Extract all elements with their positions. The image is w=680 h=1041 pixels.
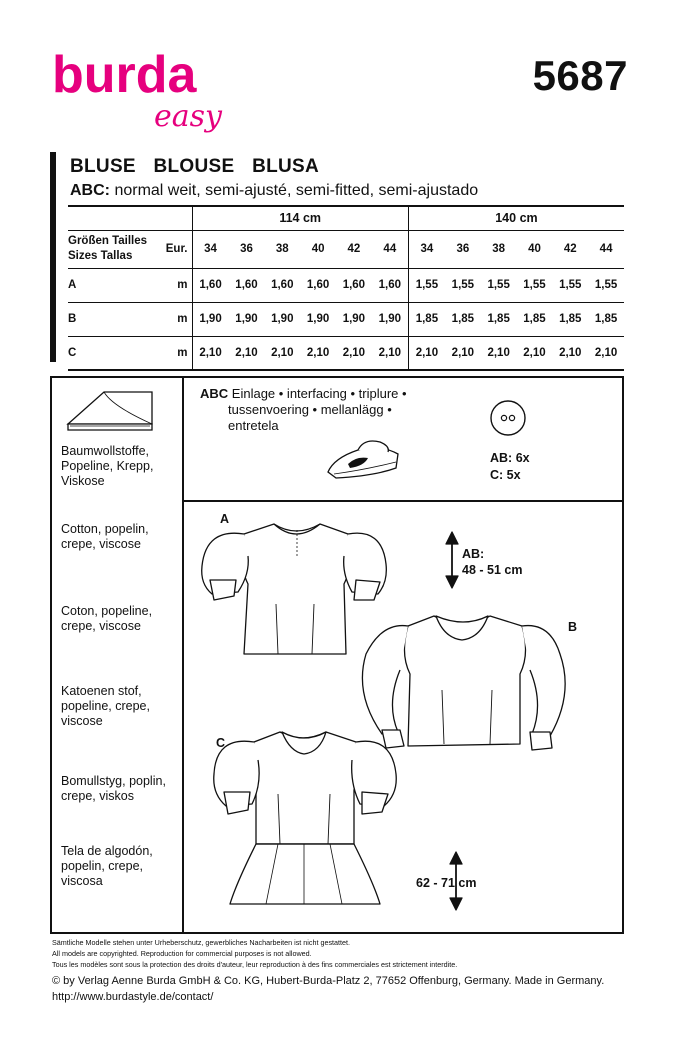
size-cell: 42: [336, 230, 372, 268]
size-cell: 44: [588, 230, 624, 268]
yardage-cell: 1,90: [229, 302, 265, 336]
button-qty-c: C: 5x: [490, 468, 521, 482]
size-cell: 34: [408, 230, 445, 268]
button-qty-ab: AB: 6x: [490, 451, 530, 465]
width-header-row: [68, 206, 624, 230]
yardage-row-c: [68, 336, 624, 370]
title-de: BLUSE: [70, 156, 136, 177]
copyright: © by Verlag Aenne Burda GmbH & Co. KG, Hubert-Burda-Platz 2, 77652 Offenburg, Germany. Made in Germany.: [52, 975, 605, 987]
yardage-cell: 2,10: [229, 336, 265, 370]
length-arrow-ab: [446, 532, 458, 588]
title-es: BLUSA: [252, 156, 320, 177]
length-ab-label: AB:: [462, 547, 485, 561]
iron-icon: [324, 436, 404, 480]
yardage-table: [68, 205, 624, 371]
interfacing-text: [200, 386, 440, 434]
row-view-label: C: [68, 336, 158, 370]
legal-fr: Tous les modèles sont sous la protection des droits d'auteur, leur reproduction à des fins commerciales est strictement interdite.: [52, 960, 458, 969]
yardage-cell: 1,90: [264, 302, 300, 336]
yardage-cell: 1,55: [408, 268, 445, 302]
view-a-drawing: [202, 524, 387, 654]
fabric-column: [52, 378, 184, 932]
yardage-cell: 1,55: [481, 268, 517, 302]
yardage-cell: 1,60: [300, 268, 336, 302]
burda-logo: [50, 46, 250, 146]
size-cell: 42: [552, 230, 588, 268]
fabric-en: Cotton, popelin, crepe, viscose: [61, 522, 149, 551]
sizes-row: [68, 230, 624, 268]
notions-panel: [184, 378, 622, 502]
yardage-cell: 2,10: [552, 336, 588, 370]
unit-label: m: [158, 268, 192, 302]
pattern-number: 5687: [532, 52, 628, 99]
yardage-cell: 1,60: [229, 268, 265, 302]
yardage-cell: 2,10: [264, 336, 300, 370]
yardage-cell: 2,10: [588, 336, 624, 370]
size-cell: 40: [300, 230, 336, 268]
pattern-info-box: [50, 376, 624, 934]
yardage-cell: 1,85: [588, 302, 624, 336]
size-cell: 38: [264, 230, 300, 268]
yardage-cell: 1,60: [264, 268, 300, 302]
fabric-nl: Katoenen stof, popeline, crepe, viscose: [61, 684, 150, 728]
logo-word: burda: [52, 46, 197, 104]
contact-url[interactable]: http://www.burdastyle.de/contact/: [52, 991, 214, 1003]
yardage-cell: 2,10: [408, 336, 445, 370]
yardage-cell: 2,10: [517, 336, 553, 370]
logo-sub: easy: [154, 99, 222, 134]
fabric-bolt-icon: [64, 386, 154, 432]
legal-en: All models are copyrighted. Reproduction for commercial purposes is not allowed.: [52, 949, 312, 958]
page-title: [70, 156, 331, 178]
size-cell: 38: [481, 230, 517, 268]
view-label-b: B: [568, 620, 578, 634]
yardage-cell: 2,10: [300, 336, 336, 370]
size-cell: 40: [517, 230, 553, 268]
yardage-cell: 2,10: [481, 336, 517, 370]
yardage-cell: 2,10: [445, 336, 481, 370]
fabric-es: Tela de algodón, popelin, crepe, viscosa: [61, 844, 153, 888]
interfacing-prefix: ABC: [200, 386, 229, 401]
row-view-label: B: [68, 302, 158, 336]
width-140: 140 cm: [408, 206, 624, 230]
fit-prefix: ABC:: [70, 182, 110, 199]
size-cell: 36: [229, 230, 265, 268]
unit-label: m: [158, 302, 192, 336]
yardage-row-b: [68, 302, 624, 336]
sizes-label: Größen Tailles Sizes Tallas: [68, 230, 158, 268]
yardage-cell: 1,85: [552, 302, 588, 336]
footer: [52, 937, 652, 1005]
eur-label: Eur.: [158, 230, 192, 268]
size-cell: 36: [445, 230, 481, 268]
interfacing-line1: Einlage • interfacing • triplure •: [228, 386, 407, 401]
yardage-cell: 1,55: [445, 268, 481, 302]
interfacing-line2: tussenvoering • mellanlägg •: [228, 402, 392, 417]
yardage-cell: 1,55: [552, 268, 588, 302]
yardage-cell: 2,10: [192, 336, 229, 370]
garment-illustrations: [186, 504, 622, 932]
interfacing-line3: entretela: [228, 418, 279, 433]
title-en: BLOUSE: [153, 156, 235, 177]
length-ab: [462, 546, 522, 578]
yardage-cell: 1,90: [192, 302, 229, 336]
title-bar: [50, 152, 56, 362]
fit-description: [70, 182, 478, 200]
size-cell: 44: [372, 230, 409, 268]
fabric-fr: Coton, popeline, crepe, viscose: [61, 604, 153, 633]
fit-text: normal weit, semi-ajusté, semi-fitted, semi-ajustado: [110, 182, 479, 199]
view-c-drawing: [214, 732, 397, 904]
fabric-de: Baumwollstoffe, Popeline, Krepp, Viskose: [61, 444, 154, 488]
fabric-sv: Bomullstyg, poplin, crepe, viskos: [61, 774, 166, 803]
yardage-cell: 1,60: [336, 268, 372, 302]
yardage-cell: 1,85: [517, 302, 553, 336]
length-ab-value: 48 - 51 cm: [462, 563, 523, 577]
yardage-cell: 1,85: [481, 302, 517, 336]
length-c: 62 - 71 cm: [416, 876, 477, 890]
yardage-cell: 1,90: [372, 302, 409, 336]
legal-de: Sämtliche Modelle stehen unter Urheberschutz, gewerbliches Nacharbeiten ist nicht gestattet.: [52, 938, 351, 947]
yardage-cell: 1,85: [445, 302, 481, 336]
size-cell: 34: [192, 230, 229, 268]
yardage-cell: 1,90: [336, 302, 372, 336]
yardage-cell: 2,10: [336, 336, 372, 370]
yardage-cell: 1,55: [517, 268, 553, 302]
view-label-a: A: [220, 512, 230, 526]
yardage-cell: 2,10: [372, 336, 409, 370]
button-quantity: [490, 450, 530, 484]
row-view-label: A: [68, 268, 158, 302]
width-114: 114 cm: [192, 206, 408, 230]
view-b-drawing: [362, 616, 565, 750]
unit-label: m: [158, 336, 192, 370]
view-label-c: C: [216, 736, 226, 750]
yardage-cell: 1,60: [372, 268, 409, 302]
yardage-cell: 1,55: [588, 268, 624, 302]
yardage-cell: 1,60: [192, 268, 229, 302]
yardage-cell: 1,90: [300, 302, 336, 336]
yardage-row-a: [68, 268, 624, 302]
button-icon: [488, 398, 528, 438]
yardage-cell: 1,85: [408, 302, 445, 336]
